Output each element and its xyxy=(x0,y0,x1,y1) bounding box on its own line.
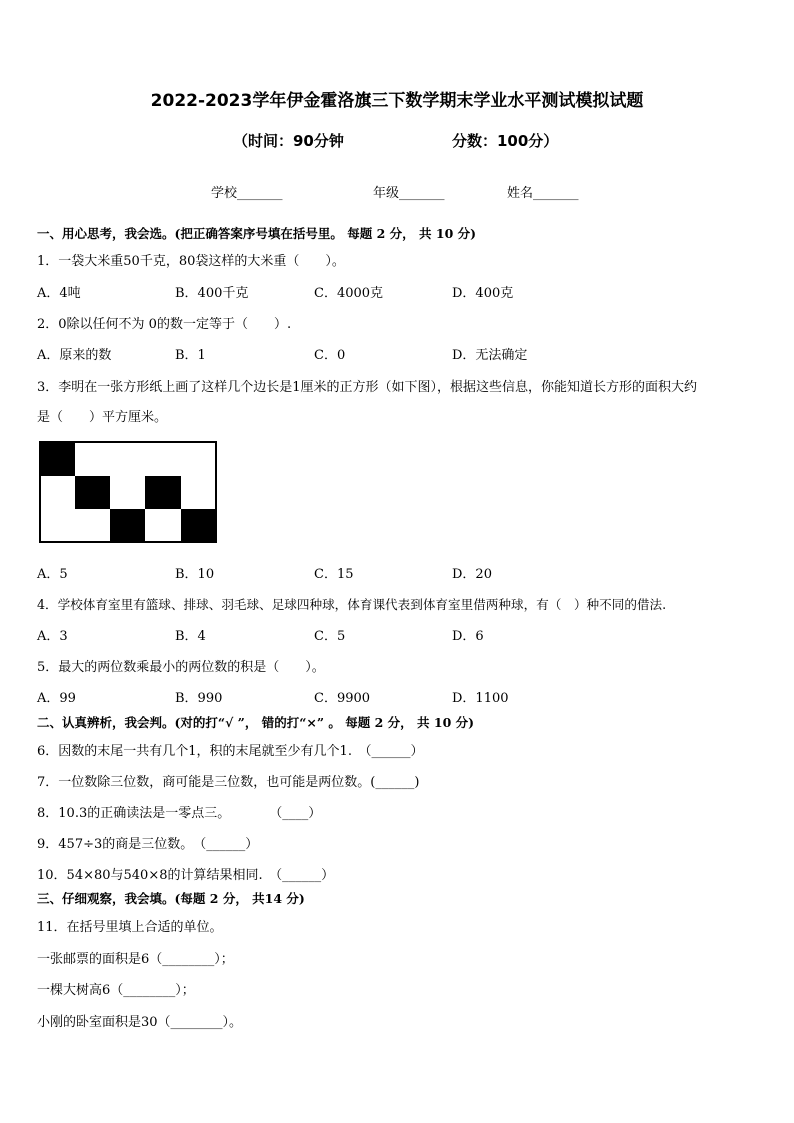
q5-option-c: C．9900 xyxy=(314,691,371,706)
exam-time: （时间：90分钟 xyxy=(233,132,344,150)
black-square xyxy=(181,509,216,542)
black-square xyxy=(75,476,110,509)
q3-option-b: B．10 xyxy=(175,567,215,582)
q3-option-a: A．5 xyxy=(37,567,68,582)
question-3-line2: 是（ ）平方厘米。 xyxy=(37,410,168,425)
question-8: 8．10.3的正确读法是一零点三。 （____） xyxy=(37,806,322,821)
question-10: 10．54×80与540×8的计算结果相同. （______） xyxy=(37,868,335,883)
section-1-title: 一、用心思考，我会选。(把正确答案序号填在括号里。 每题 2 分， 共 10 分) xyxy=(37,226,477,241)
question-4: 4．学校体育室里有篮球、排球、羽毛球、足球四种球，体育课代表到体育室里借两种球，有（ ）种不同的借法. xyxy=(37,597,667,612)
q3-option-d: D．20 xyxy=(452,567,492,582)
question-11-tree: 一棵大树高6（________）； xyxy=(37,983,195,998)
name-field: 姓名_______ xyxy=(507,186,579,201)
q3-option-c: C．15 xyxy=(314,567,354,582)
black-square xyxy=(110,509,145,542)
squares-figure xyxy=(39,441,217,543)
question-11-bedroom: 小刚的卧室面积是30（________）。 xyxy=(37,1015,243,1030)
q4-option-c: C．5 xyxy=(314,629,346,644)
exam-title: 2022-2023学年伊金霍洛旗三下数学期末学业水平测试模拟试题 xyxy=(150,91,644,111)
q2-option-b: B．1 xyxy=(175,348,206,363)
question-7: 7．一位数除三位数，商可能是三位数，也可能是两位数。(______) xyxy=(37,775,420,790)
q1-option-d: D．400克 xyxy=(452,286,514,301)
q4-option-b: B．4 xyxy=(175,629,206,644)
question-6: 6．因数的末尾一共有几个1，积的末尾就至少有几个1. （______） xyxy=(37,744,424,759)
q1-option-a: A．4吨 xyxy=(37,286,81,301)
q1-option-c: C．4000克 xyxy=(314,286,384,301)
section-2-title: 二、认真辨析，我会判。(对的打“√ ”， 错的打“×” 。 每题 2 分， 共 10 分) xyxy=(37,715,475,730)
q1-option-b: B．400千克 xyxy=(175,286,249,301)
question-9: 9．457÷3的商是三位数。 （______） xyxy=(37,837,259,852)
question-11: 11．在括号里填上合适的单位。 xyxy=(37,920,223,935)
question-1: 1．一袋大米重50千克，80袋这样的大米重（ ）。 xyxy=(37,254,345,269)
q4-option-d: D．6 xyxy=(452,629,484,644)
exam-score: 分数：100分） xyxy=(452,132,559,150)
black-square xyxy=(40,442,75,476)
q5-option-b: B．990 xyxy=(175,691,223,706)
grade-field: 年级_______ xyxy=(373,186,445,201)
q5-option-d: D．1100 xyxy=(452,691,509,706)
question-3-line1: 3．李明在一张方形纸上画了这样几个边长是1厘米的正方形（如下图），根据这些信息，你能知道长方形的面积大约 xyxy=(37,380,698,395)
black-square xyxy=(145,476,181,509)
q5-option-a: A．99 xyxy=(37,691,76,706)
q2-option-a: A．原来的数 xyxy=(37,348,112,363)
q4-option-a: A．3 xyxy=(37,629,68,644)
section-3-title: 三、仔细观察，我会填。(每题 2 分， 共14 分) xyxy=(37,891,305,906)
question-2: 2．0除以任何不为 0的数一定等于（ ）. xyxy=(37,317,292,332)
q2-option-d: D．无法确定 xyxy=(452,348,528,363)
question-11-stamp: 一张邮票的面积是6（________）； xyxy=(37,952,234,967)
school-field: 学校_______ xyxy=(211,186,283,201)
question-5: 5．最大的两位数乘最小的两位数的积是（ ）。 xyxy=(37,660,325,675)
q2-option-c: C．0 xyxy=(314,348,346,363)
